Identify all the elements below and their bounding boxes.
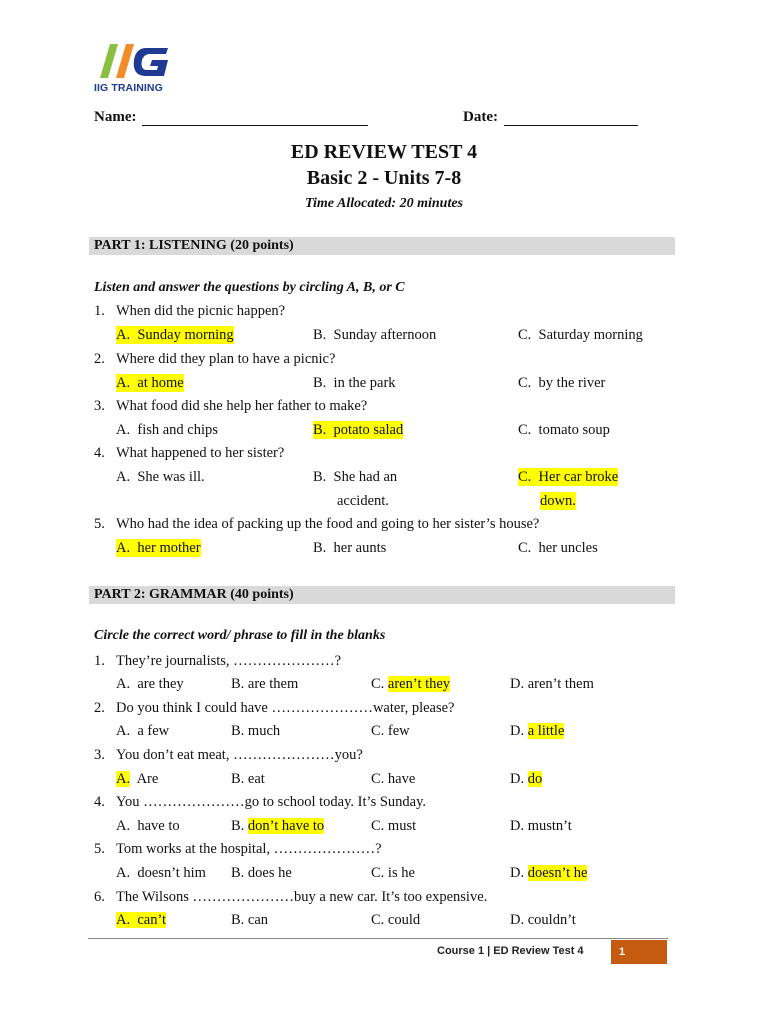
part1-instruction: Listen and answer the questions by circling A, B, or C [94,280,405,295]
logo-text: IIG TRAINING [94,82,163,94]
question-text: Who had the idea of packing up the food and going to her sister’s house? [116,516,540,532]
option-c[interactable]: C. Saturday morning [518,327,643,343]
option-b[interactable]: B. potato salad [313,422,404,438]
option-d[interactable]: D. do [510,771,543,787]
question-number: 5. [94,516,105,532]
question-number: 2. [94,700,105,716]
option-b[interactable]: B. does he [231,865,292,881]
option-c[interactable]: C. Her car broke [518,469,619,485]
option-c[interactable]: C. tomato soup [518,422,610,438]
question-number: 5. [94,841,105,857]
question-number: 4. [94,445,105,461]
question-number: 3. [94,747,105,763]
test-title: ED REVIEW TEST 4 [290,141,478,163]
date-field[interactable] [463,109,638,126]
part1-heading: PART 1: LISTENING (20 points) [89,237,675,255]
name-label: Name: [94,109,137,125]
option-c[interactable]: C. by the river [518,375,606,391]
part2-heading: PART 2: GRAMMAR (40 points) [89,586,675,604]
question-text: You …………………go to school today. It’s Sunday. [116,794,427,810]
option-c[interactable]: C. few [371,723,410,739]
question-number: 3. [94,398,105,414]
option-a[interactable]: A. doesn’t him [116,865,206,881]
option-d[interactable]: D. doesn’t he [510,865,588,881]
option-b[interactable]: B. don’t have to [231,818,325,834]
option-a[interactable]: A. can’t [116,912,167,928]
option-c-continued[interactable]: down. [540,493,576,509]
option-a[interactable]: A. a few [116,723,170,739]
question-text: When did the picnic happen? [116,303,286,319]
option-a[interactable]: A. her mother [116,540,201,556]
question-number: 4. [94,794,105,810]
option-b[interactable]: B. Sunday afternoon [313,327,437,343]
question-text: They’re journalists, …………………? [116,653,342,669]
option-b[interactable]: B. eat [231,771,265,787]
name-blank[interactable] [142,111,368,126]
option-a[interactable]: A. Sunday morning [116,327,234,343]
question-text: Do you think I could have …………………water, please? [116,700,455,716]
question-number: 1. [94,653,105,669]
option-a[interactable]: A. She was ill. [116,469,205,485]
part2-instruction: Circle the correct word/ phrase to fill in the blanks [94,628,386,643]
footer-text: Course 1 | ED Review Test 4 [437,945,584,957]
option-b[interactable]: B. can [231,912,269,928]
name-field[interactable] [94,109,368,126]
option-c[interactable]: C. have [371,771,416,787]
question-text: What happened to her sister? [116,445,285,461]
option-a[interactable]: A. at home [116,375,184,391]
question-text: Tom works at the hospital, …………………? [116,841,382,857]
option-a[interactable]: A. fish and chips [116,422,218,438]
test-subtitle: Basic 2 - Units 7-8 [306,167,462,189]
question-number: 1. [94,303,105,319]
question-text: The Wilsons …………………buy a new car. It’s too expensive. [116,889,488,905]
option-a[interactable]: A. are they [116,676,184,692]
page-number: 1 [611,940,667,964]
date-blank[interactable] [504,111,638,126]
option-d[interactable]: D. mustn’t [510,818,572,834]
iig-logo-mark [94,42,174,80]
question-text: Where did they plan to have a picnic? [116,351,336,367]
option-c[interactable]: C. must [371,818,417,834]
iig-logo [94,42,184,96]
option-d[interactable]: D. aren’t them [510,676,594,692]
option-c[interactable]: C. could [371,912,421,928]
option-a[interactable]: A. Are [116,771,159,787]
question-number: 2. [94,351,105,367]
option-b[interactable]: B. She had an [313,469,398,485]
question-number: 6. [94,889,105,905]
option-b[interactable]: B. are them [231,676,299,692]
option-d[interactable]: D. couldn’t [510,912,576,928]
option-c[interactable]: C. her uncles [518,540,598,556]
footer-divider [88,938,668,939]
option-c[interactable]: C. is he [371,865,415,881]
option-a[interactable]: A. have to [116,818,180,834]
date-label: Date: [463,109,498,125]
time-allocated: Time Allocated: 20 minutes [304,196,463,211]
option-c[interactable]: C. aren’t they [371,676,451,692]
question-text: What food did she help her father to make? [116,398,368,414]
option-b-continued[interactable]: accident. [337,493,389,509]
option-b[interactable]: B. much [231,723,281,739]
question-text: You don’t eat meat, …………………you? [116,747,363,763]
option-d[interactable]: D. a little [510,723,565,739]
option-b[interactable]: B. her aunts [313,540,387,556]
option-b[interactable]: B. in the park [313,375,396,391]
